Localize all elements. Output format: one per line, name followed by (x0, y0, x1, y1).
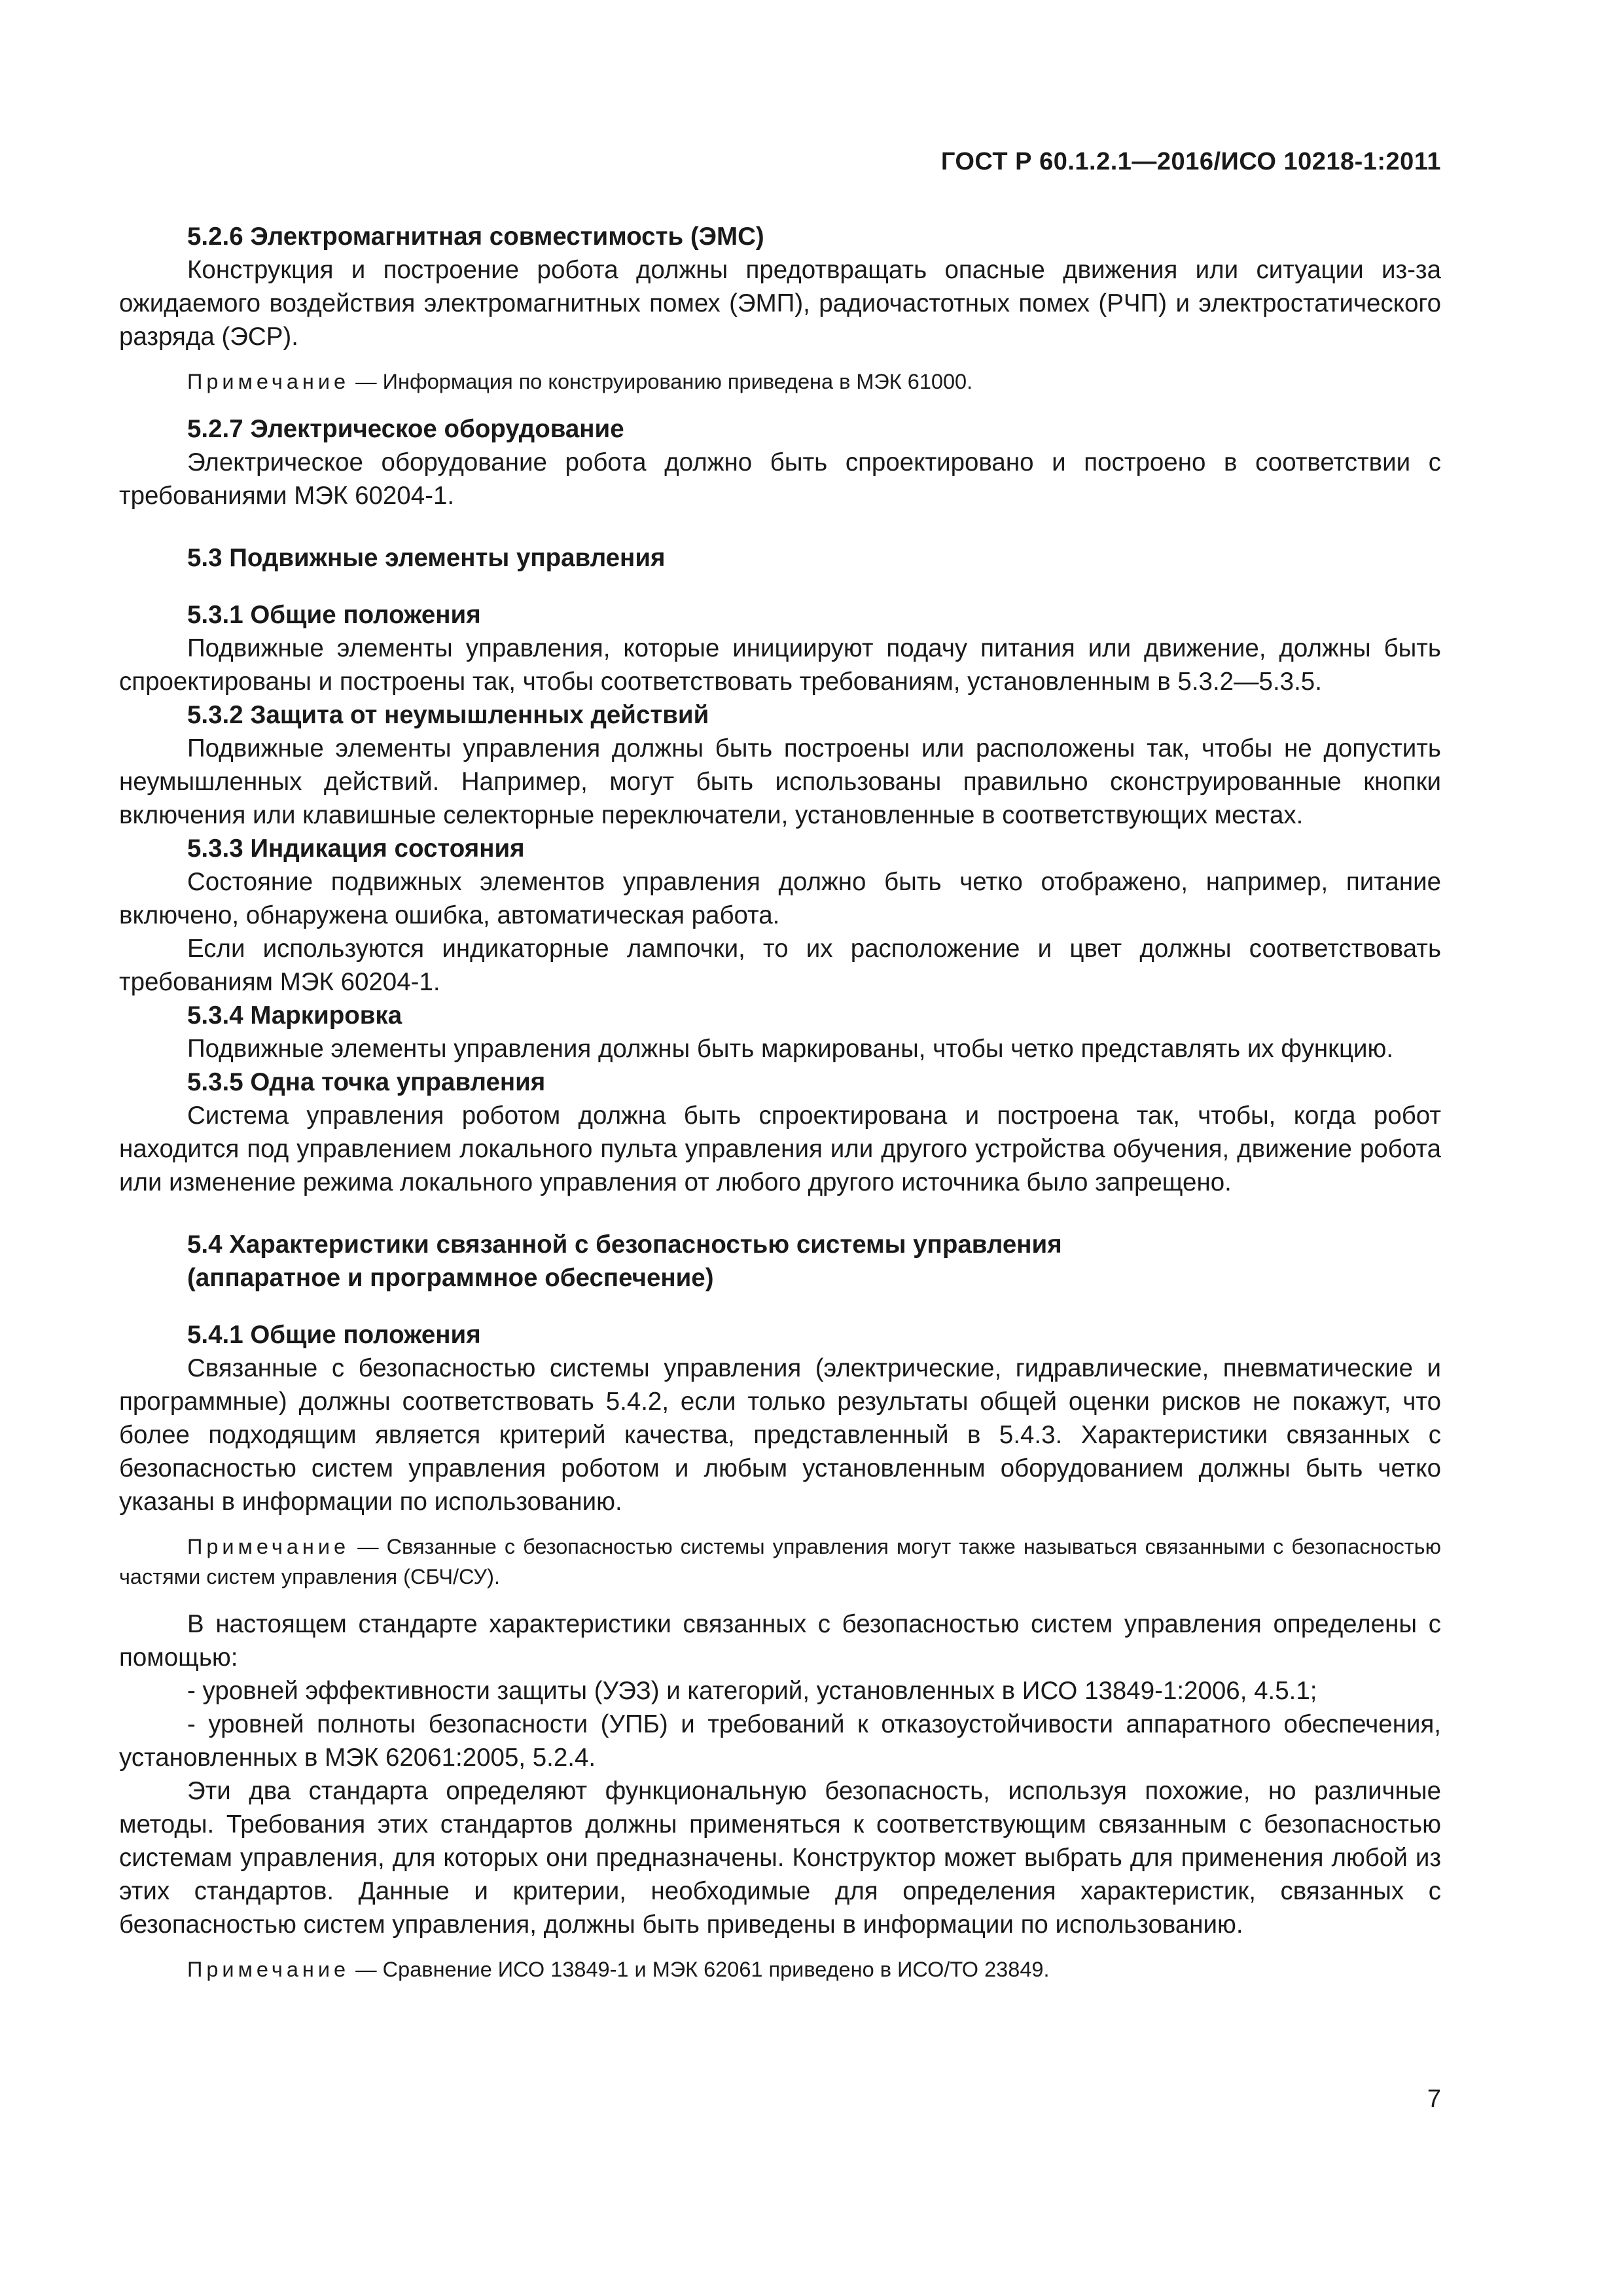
heading-5-3-4: 5.3.4 Маркировка (187, 1001, 402, 1030)
paragraph: В настоящем стандарте характеристики связанных с безопасностью систем управления определены с помощью: (119, 1610, 1441, 1672)
note (119, 367, 1441, 397)
page-number: 7 (1427, 2085, 1441, 2113)
note-label: Примечание (187, 1958, 350, 1981)
paragraph: Подвижные элементы управления должны быть маркированы, чтобы четко представлять их функцию. (187, 1035, 1394, 1063)
paragraph: Состояние подвижных элементов управления должно быть четко отображено, например, питание включено, обнаружена ошибка, автоматическая работа. (119, 868, 1441, 929)
paragraph: Если используются индикаторные лампочки, то их расположение и цвет должны соответствовать требованиям МЭК 60204-1. (119, 935, 1441, 996)
paragraph: Эти два стандарта определяют функциональную безопасность, используя похожие, но различные методы. Требования этих стандартов должны применяться к соответствующим связанным с безопасностью системам управления, для которых они предназначены. Конструктор может выбрать для применения любой из этих стандартов. Данные и критерии, необходимые для определения характеристик, связанных с безопасностью систем управления, должны быть приведены в информации по использованию. (119, 1777, 1441, 1939)
paragraph: Конструкция и построение робота должны предотвращать опасные движения или ситуации из-за ожидаемого воздействия электромагнитных помех (ЭМП), радиочастотных помех (РЧП) и электростатического разряда (ЭСР). (119, 256, 1441, 351)
heading-5-4 (119, 1228, 1441, 1295)
document-body (119, 220, 1441, 2000)
note-label: Примечание (187, 370, 350, 393)
list-item: - уровней полноты безопасности (УПБ) и требований к отказоустойчивости аппаратного обеспечения, установленных в МЭК 62061:2005, 5.2.4. (119, 1710, 1441, 1772)
heading-5-3-2: 5.3.2 Защита от неумышленных действий (187, 701, 709, 729)
heading-5-3-3: 5.3.3 Индикация состояния (187, 834, 525, 863)
heading-5-3-5: 5.3.5 Одна точка управления (187, 1068, 546, 1096)
paragraph: Система управления роботом должна быть спроектирована и построена так, чтобы, когда робот находится под управлением локального пульта управления или другого устройства обучения, движение робота или изменение режима локального управления от любого другого источника было запрещено. (119, 1102, 1441, 1196)
standard-code-header: ГОСТ Р 60.1.2.1—2016/ИСО 10218-1:2011 (940, 148, 1441, 175)
heading-5-3: 5.3 Подвижные элементы управления (187, 544, 666, 572)
note (119, 1532, 1441, 1592)
heading-5-2-6: 5.2.6 Электромагнитная совместимость (ЭМС) (187, 223, 764, 251)
paragraph: Связанные с безопасностью системы управления (электрические, гидравлические, пневматические и программные) должны соответствовать 5.4.2, если только результаты общей оценки рисков не покажут, что более подходящим является критерий качества, представленный в 5.4.3. Характеристики связанных с безопасностью систем управления роботом и любым установленным оборудованием должны быть четко указаны в информации по использованию. (119, 1354, 1441, 1516)
document-page (119, 0, 1441, 2296)
paragraph: Подвижные элементы управления должны быть построены или расположены так, чтобы не допустить неумышленных действий. Например, могут быть использованы правильно сконструированные кнопки включения или клавишные селекторные переключатели, установленные в соответствующих местах. (119, 734, 1441, 829)
heading-5-2-7: 5.2.7 Электрическое оборудование (187, 415, 624, 443)
paragraph: Электрическое оборудование робота должно быть спроектировано и построено в соответствии с требованиями МЭК 60204-1. (119, 448, 1441, 510)
paragraph: Подвижные элементы управления, которые инициируют подачу питания или движение, должны быть спроектированы и построены так, чтобы соответствовать требованиям, установленным в 5.3.2—5.3.5. (119, 634, 1441, 696)
note (119, 1954, 1441, 1984)
list-item: - уровней эффективности защиты (УЭЗ) и категорий, установленных в ИСО 13849-1:2006, 4.5.1; (187, 1677, 1317, 1705)
note-text: — Информация по конструированию приведена в МЭК 61000. (349, 370, 973, 393)
heading-5-4-line1: 5.4 Характеристики связанной с безопасностью системы управления (187, 1230, 1062, 1259)
heading-5-3-1: 5.3.1 Общие положения (187, 601, 481, 629)
note-label: Примечание (187, 1535, 350, 1558)
note-text: — Связанные с безопасностью системы управления могут также называться связанными с безопасностью частями систем управления (СБЧ/СУ). (119, 1535, 1441, 1588)
heading-5-4-line2: (аппаратное и программное обеспечение) (187, 1264, 714, 1292)
heading-5-4-1: 5.4.1 Общие положения (187, 1321, 481, 1349)
note-text: — Сравнение ИСО 13849-1 и МЭК 62061 приведено в ИСО/ТО 23849. (349, 1958, 1050, 1981)
